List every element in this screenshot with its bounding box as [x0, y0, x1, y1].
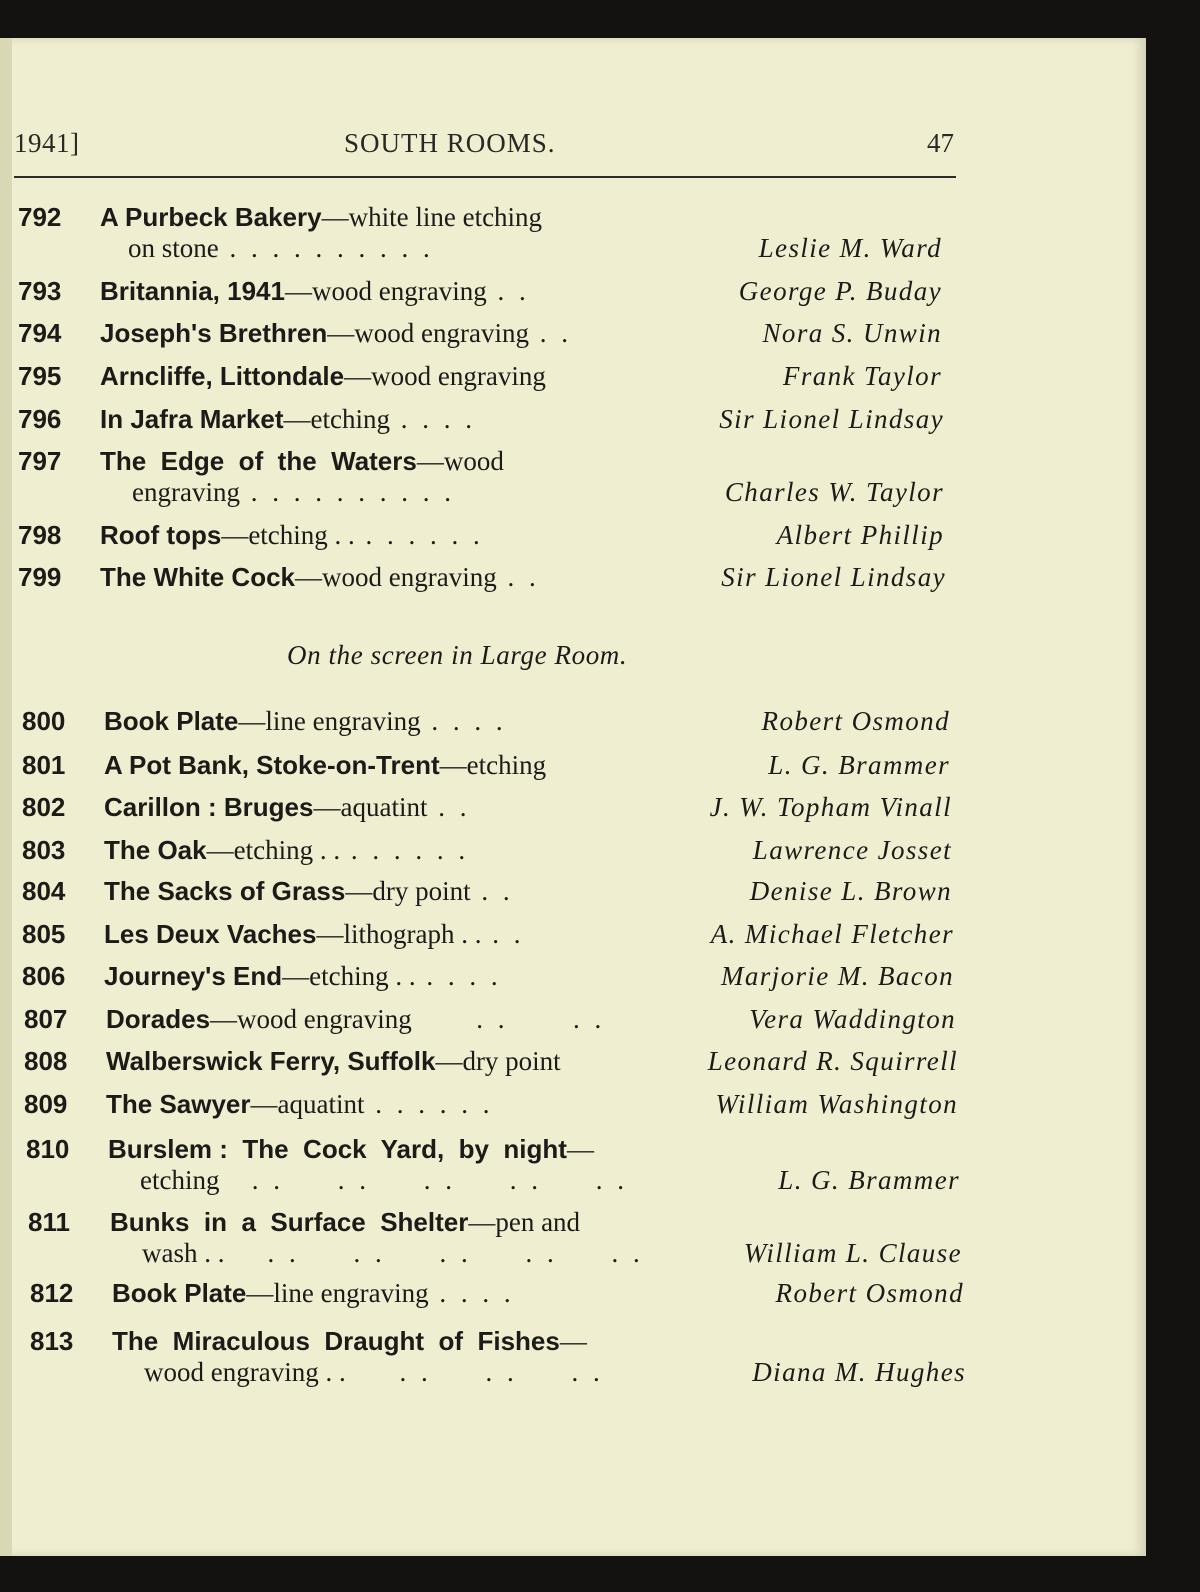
catalogue-entry [18, 404, 944, 436]
dot-leaders: . . . . . . . . . . [224, 1238, 644, 1268]
catalogue-entry [22, 919, 954, 951]
entry-medium: — [559, 1326, 587, 1356]
entry-medium-continued: wood engraving . . [144, 1357, 346, 1387]
entry-medium: —white line etching [321, 202, 543, 232]
entry-medium: —line engraving [238, 706, 421, 736]
entry-title: In Jafra Market [100, 404, 284, 434]
entry-title: The Sacks of Grass [104, 876, 346, 906]
entry-description [110, 1207, 580, 1237]
entry-artist: Charles W. Taylor [724, 477, 944, 507]
entry-number: 811 [28, 1207, 70, 1237]
page-gutter [0, 38, 12, 1556]
entry-medium-continued: wash . . [142, 1238, 225, 1268]
entry-medium: —etching . . [206, 835, 341, 865]
entry-artist: William Washington [715, 1089, 958, 1119]
catalogue-entry [18, 202, 942, 266]
entry-artist: A. Michael Fletcher [710, 919, 954, 949]
catalogue-entry [18, 276, 942, 308]
dot-leaders: . . . . [428, 1278, 515, 1308]
entry-number: 799 [18, 562, 62, 592]
catalogue-entry [18, 361, 942, 393]
entry-continuation [140, 1165, 628, 1195]
entry-description [100, 446, 504, 476]
entry-artist: J. W. Topham Vinall [709, 792, 952, 822]
entry-description [106, 1004, 605, 1034]
entry-medium: —line engraving [246, 1278, 429, 1308]
entry-artist: Sir Lionel Lindsay [721, 562, 946, 592]
entry-number: 803 [22, 835, 66, 865]
section-subheading: On the screen in Large Room. [287, 640, 628, 670]
entry-description [100, 318, 572, 348]
entry-medium: —aquatint [250, 1089, 365, 1119]
entry-number: 801 [22, 750, 66, 780]
entry-artist: William L. Clause [743, 1238, 962, 1268]
entry-title: Les Deux Vaches [104, 919, 317, 949]
dot-leaders: . . . . . . [354, 520, 484, 550]
entry-continuation [132, 477, 455, 507]
entry-description [104, 961, 502, 991]
entry-title: A Purbeck Bakery [100, 202, 322, 232]
entry-number: 796 [18, 404, 62, 434]
entry-artist: Leonard R. Squirrell [707, 1046, 958, 1076]
entry-description [106, 1046, 561, 1076]
entry-number: 805 [22, 919, 66, 949]
entry-medium: —wood engraving [210, 1004, 412, 1034]
entry-description [108, 1134, 594, 1164]
entry-description [104, 750, 546, 780]
entry-artist: Frank Taylor [782, 361, 942, 391]
dot-leaders: . . . . . . [345, 1357, 604, 1387]
entry-medium-continued: on stone [128, 233, 219, 263]
entry-medium: —etching . . [221, 520, 355, 550]
catalogue-entry [30, 1326, 966, 1390]
entry-artist: Denise L. Brown [749, 876, 952, 906]
dot-leaders: . . . . . . . . . . [239, 477, 455, 507]
entry-artist: Vera Waddington [749, 1004, 956, 1034]
dot-leaders: . . . . [415, 961, 502, 991]
entry-medium: —etching [283, 404, 391, 434]
entry-title: The Edge of the Waters [100, 446, 417, 476]
entry-continuation [144, 1357, 604, 1387]
entry-description [100, 404, 476, 434]
catalogue-entry [18, 562, 946, 594]
entry-title: Book Plate [112, 1278, 247, 1308]
catalogue-entry [18, 520, 944, 552]
entry-description [104, 706, 507, 736]
entry-number: 807 [24, 1004, 68, 1034]
entry-medium-continued: engraving [132, 477, 240, 507]
entry-medium: —aquatint [313, 792, 428, 822]
catalogue-entry [18, 446, 944, 510]
entry-title: The Miraculous Draught of Fishes [112, 1326, 560, 1356]
entry-medium: —etching . . [282, 961, 416, 991]
entry-description [100, 202, 542, 232]
entry-artist: Lawrence Josset [752, 835, 952, 865]
entry-title: The White Cock [100, 562, 296, 592]
dot-leaders: . . . . . . [340, 835, 470, 865]
catalogue-entry [28, 1207, 962, 1271]
entry-medium: —lithograph . . [316, 919, 482, 949]
entry-title: Britannia, 1941 [100, 276, 285, 306]
entry-description [104, 919, 524, 949]
entry-artist: Diana M. Hughes [752, 1357, 966, 1387]
catalogue-entry [22, 835, 952, 867]
page-number: 47 [927, 128, 954, 158]
catalogue-entry [22, 706, 950, 738]
entry-title: The Oak [104, 835, 207, 865]
entry-number: 804 [22, 876, 66, 906]
entry-number: 808 [24, 1046, 68, 1076]
entry-number: 810 [26, 1134, 70, 1164]
entry-number: 792 [18, 202, 62, 232]
entry-description [112, 1326, 587, 1356]
entry-number: 798 [18, 520, 62, 550]
entry-artist: George P. Buday [738, 276, 942, 306]
entry-title: Carillon : Bruges [104, 792, 314, 822]
header-year: 1941] [14, 128, 80, 158]
entry-medium: —wood engraving [344, 361, 546, 391]
entry-number: 802 [22, 792, 66, 822]
catalogue-entry [24, 1004, 956, 1036]
entry-title: Journey's End [104, 961, 283, 991]
entry-medium: —dry point [345, 876, 471, 906]
entry-artist: Robert Osmond [761, 706, 950, 736]
entry-medium: —dry point [435, 1046, 561, 1076]
entry-description [100, 520, 484, 550]
entry-medium-continued: etching [140, 1165, 220, 1195]
entry-medium: —etching [439, 750, 547, 780]
entry-number: 809 [24, 1089, 68, 1119]
dot-leaders: . . . . [420, 706, 507, 736]
entry-medium: —wood [416, 446, 504, 476]
entry-description [100, 276, 530, 306]
entry-number: 795 [18, 361, 62, 391]
entry-number: 800 [22, 706, 66, 736]
entry-number: 794 [18, 318, 62, 348]
entry-title: Book Plate [104, 706, 239, 736]
entry-number: 797 [18, 446, 62, 476]
dot-leaders: . . [496, 562, 540, 592]
entry-continuation [142, 1238, 644, 1268]
entry-artist: Nora S. Unwin [762, 318, 942, 348]
entry-number: 812 [30, 1278, 74, 1308]
entry-title: Arncliffe, Littondale [100, 361, 345, 391]
entry-description [104, 876, 514, 906]
dot-leaders: . . . . [411, 1004, 606, 1034]
dot-leaders: . . [486, 276, 530, 306]
entry-description [104, 835, 469, 865]
catalogue-entry [22, 961, 954, 993]
dot-leaders: . . . . . . [364, 1089, 494, 1119]
entry-artist: Robert Osmond [775, 1278, 964, 1308]
catalogue-entry [22, 750, 950, 782]
entry-description [100, 361, 546, 391]
entry-description [100, 562, 540, 592]
entry-artist: Leslie M. Ward [758, 233, 942, 263]
entry-medium: —pen and [468, 1207, 581, 1237]
header-rule [14, 176, 956, 178]
header-title: SOUTH ROOMS. [344, 128, 556, 158]
entry-title: The Sawyer [106, 1089, 251, 1119]
entry-title: Walberswick Ferry, Suffolk [106, 1046, 436, 1076]
running-header [14, 128, 954, 172]
entry-number: 813 [30, 1326, 74, 1356]
entry-artist: L. G. Brammer [768, 750, 950, 780]
entry-number: 793 [18, 276, 62, 306]
entry-number: 806 [22, 961, 66, 991]
entry-medium: —wood engraving [327, 318, 529, 348]
entry-artist: Marjorie M. Bacon [720, 961, 954, 991]
entry-medium: — [566, 1134, 594, 1164]
catalogue-entry [22, 792, 952, 824]
dot-leaders: . . . . . . . . . . [219, 1165, 628, 1195]
entry-title: Roof tops [100, 520, 222, 550]
catalogue-entry [24, 1046, 958, 1078]
entry-description [112, 1278, 515, 1308]
dot-leaders: . . [481, 919, 525, 949]
dot-leaders: . . [470, 876, 514, 906]
entry-medium: —wood engraving [295, 562, 497, 592]
dot-leaders: . . . . [390, 404, 477, 434]
dot-leaders: . . [528, 318, 572, 348]
entry-title: A Pot Bank, Stoke-on-Trent [104, 750, 440, 780]
entry-description [106, 1089, 494, 1119]
entry-title: Burslem : The Cock Yard, by night [108, 1134, 567, 1164]
entry-continuation [128, 233, 434, 263]
entry-medium: —wood engraving [284, 276, 487, 306]
entry-description [104, 792, 470, 822]
catalogue-entry [24, 1089, 958, 1121]
entry-artist: Albert Phillip [776, 520, 944, 550]
catalogue-entry [26, 1134, 960, 1198]
entry-title: Joseph's Brethren [100, 318, 328, 348]
entry-title: Bunks in a Surface Shelter [110, 1207, 469, 1237]
dot-leaders: . . . . . . . . . . [218, 233, 434, 263]
catalogue-entry [18, 318, 942, 350]
entry-artist: L. G. Brammer [778, 1165, 960, 1195]
entry-artist: Sir Lionel Lindsay [719, 404, 944, 434]
catalogue-entry [30, 1278, 964, 1310]
entry-title: Dorades [106, 1004, 211, 1034]
dot-leaders: . . [427, 792, 471, 822]
catalogue-entry [22, 876, 952, 908]
